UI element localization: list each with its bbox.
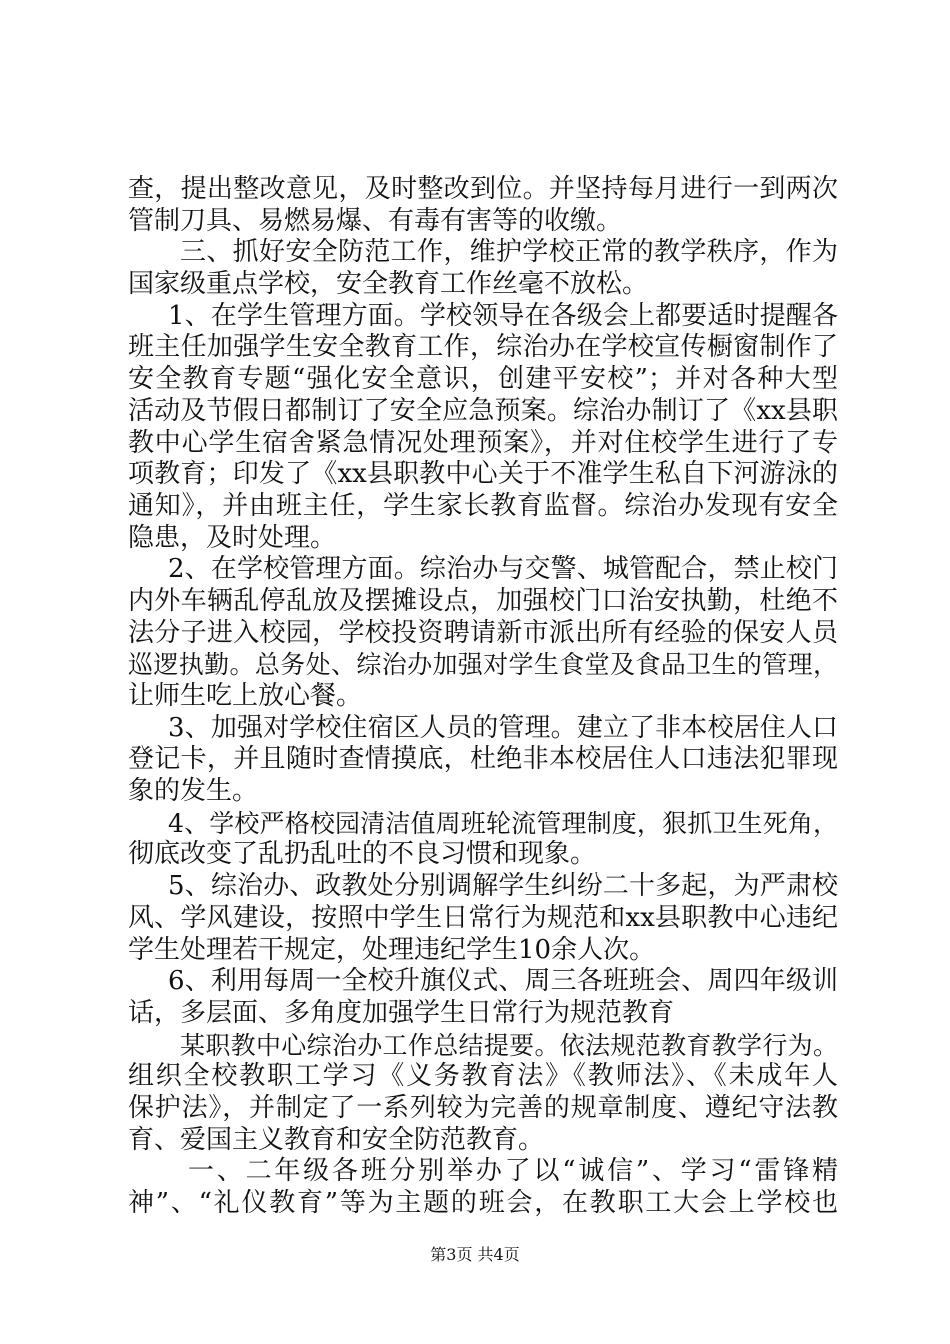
document-body <box>128 174 838 1220</box>
text-line: 2、在学校管理方面。综治办与交警、城管配合，禁止校门 <box>168 554 838 585</box>
text-line: 三、抓好安全防范工作，维护学校正常的教学秩序，作为 <box>180 237 838 268</box>
text-line: 彻底改变了乱扔乱吐的不良习惯和现象。 <box>128 839 597 870</box>
text-line: 管制刀具、易燃易爆、有毒有害等的收缴。 <box>128 205 623 236</box>
text-line: 活动及节假日都制订了安全应急预案。综治办制订了《xx县职 <box>128 395 838 426</box>
text-line: 5、综治办、政教处分别调解学生纠纷二十多起，为严肃校 <box>168 871 838 902</box>
text-line: 神”、“礼仪教育”等为主题的班会，在教职工大会上学校也 <box>128 1188 838 1218</box>
text-line: 一、二年级各班分别举办了以“诚信”、学习“雷锋精 <box>188 1156 838 1187</box>
text-line: 隐患，及时处理。 <box>128 522 337 553</box>
text-line: 查，提出整改意见，及时整改到位。并坚持每月进行一到两次 <box>128 174 838 204</box>
text-line: 学生处理若干规定，处理违纪学生10余人次。 <box>128 934 656 965</box>
text-line: 育、爱国主义教育和安全防范教育。 <box>128 1124 545 1155</box>
text-line: 6、利用每周一全校升旗仪式、周三各班班会、周四年级训 <box>168 966 838 997</box>
text-line: 3、加强对学校住宿区人员的管理。建立了非本校居住人口 <box>168 712 838 743</box>
text-line: 巡逻执勤。总务处、综治办加强对学生食堂及食品卫生的管理， <box>128 650 838 680</box>
text-line: 话，多层面、多角度加强学生日常行为规范教育 <box>128 997 675 1028</box>
text-line: 班主任加强学生安全教育工作，综治办在学校宣传橱窗制作了 <box>128 332 838 363</box>
page-footer: 第3页 共4页 <box>430 1245 520 1264</box>
text-line: 教中心学生宿舍紧急情况处理预案》，并对住校学生进行了专 <box>128 427 838 458</box>
text-line: 保护法》，并制定了一系列较为完善的规章制度、遵纪守法教 <box>128 1092 838 1123</box>
text-line: 登记卡，并且随时查情摸底，杜绝非本校居住人口违法犯罪现 <box>128 744 838 775</box>
text-line: 某职教中心综治办工作总结提要。依法规范教育教学行为。 <box>180 1030 838 1060</box>
text-line: 法分子进入校园，学校投资聘请新市派出所有经验的保安人员 <box>128 617 838 648</box>
text-line: 4、学校严格校园清洁值周班轮流管理制度，狠抓卫生死角， <box>168 808 838 838</box>
text-line: 安全教育专题“强化安全意识，创建平安校”；并对各种大型 <box>128 364 838 395</box>
text-line: 让师生吃上放心餐。 <box>128 681 363 711</box>
text-line: 国家级重点学校，安全教育工作丝毫不放松。 <box>128 269 649 300</box>
text-line: 1、在学生管理方面。学校领导在各级会上都要适时提醒各 <box>168 300 838 331</box>
text-line: 象的发生。 <box>128 776 259 807</box>
text-line: 内外车辆乱停乱放及摆摊设点，加强校门口治安执勤，杜绝不 <box>128 585 838 616</box>
text-line: 项教育；印发了《xx县职教中心关于不准学生私自下河游泳的 <box>128 459 838 490</box>
text-line: 风、学风建设，按照中学生日常行为规范和xx县职教中心违纪 <box>128 902 838 933</box>
text-line: 组织全校教职工学习《义务教育法》《教师法》、《未成年人 <box>128 1061 838 1092</box>
text-line: 通知》，并由班主任，学生家长教育监督。综治办发现有安全 <box>128 490 838 521</box>
